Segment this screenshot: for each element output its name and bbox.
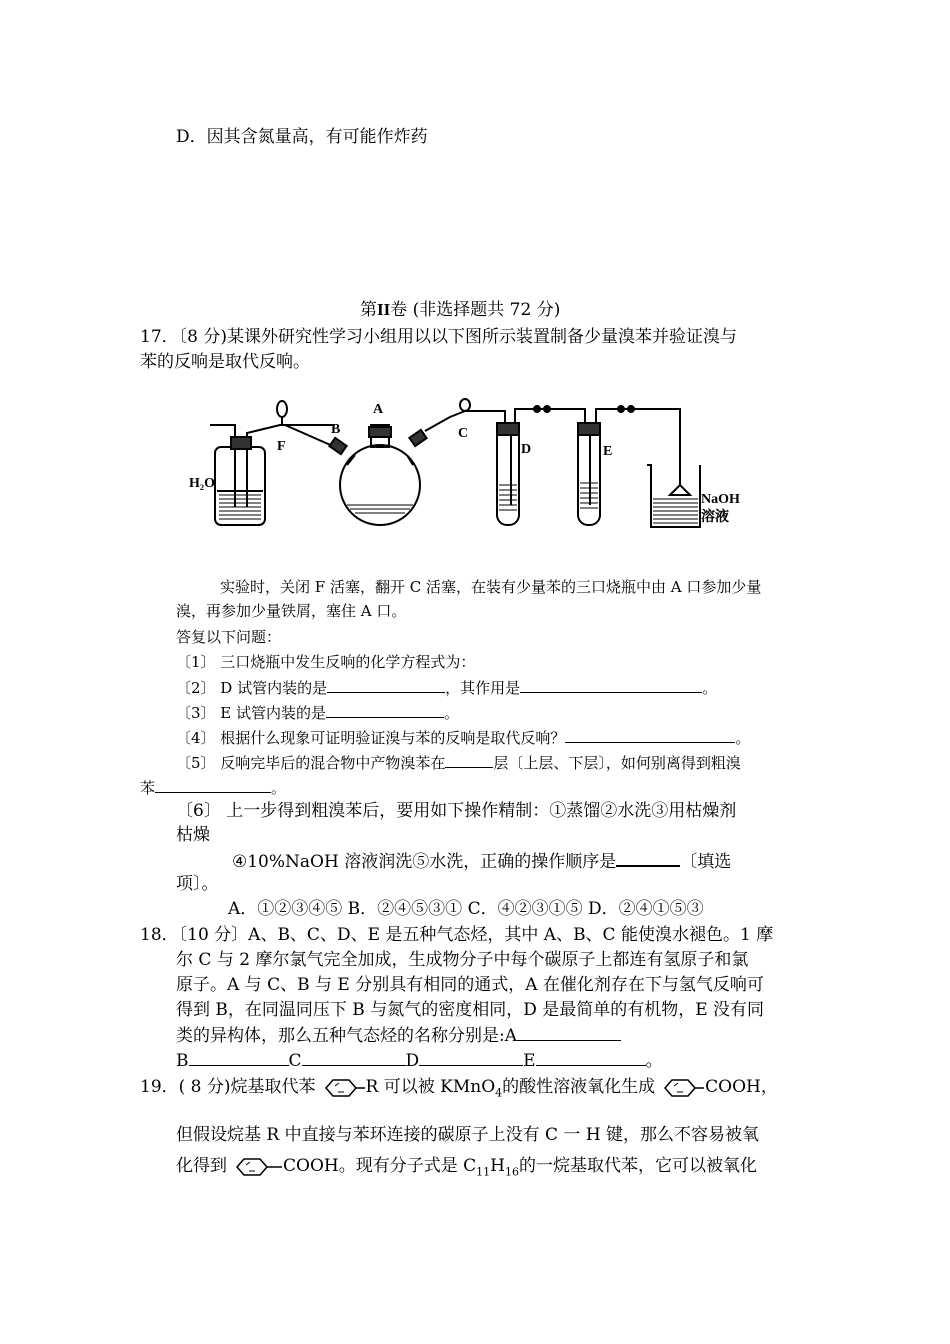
bottle-left: [215, 447, 265, 525]
stopper-b: [329, 438, 346, 454]
q17-sub6-line4: 项〕。: [176, 874, 219, 894]
q17-sub6-line2: 枯燥: [176, 825, 210, 845]
q17-line2: 苯的反响是取代反响。: [140, 352, 310, 372]
blank-c[interactable]: [302, 1049, 406, 1066]
blank-d-contents[interactable]: [327, 676, 445, 693]
apparatus-diagram: [185, 395, 740, 545]
option-d-text: D．因其含氮量高，有可能作炸药: [176, 127, 428, 147]
section-title-post: 卷 (非选择题共 72 分): [390, 300, 561, 320]
label-h2o: H₂O: [189, 476, 215, 491]
stopper-right: [409, 430, 426, 446]
q18-line2: 尔 C 与 2 摩尔氯气完全加成，生成物分子中每个碳原子上都连有氢原子和氯: [176, 950, 749, 970]
stopcock-f: [277, 401, 287, 417]
q19-line1: 19．( 8 分)烷基取代苯 R 可以被 KMnO$_4$的酸性溶液氧化生成 COOH，: [140, 1077, 778, 1100]
section-title-pre: 第: [360, 300, 377, 320]
stopcock-c: [460, 399, 470, 411]
benzene-ring-icon: [655, 1077, 705, 1099]
q17-sub5-cont: 苯 。: [140, 776, 286, 799]
section-title: [360, 299, 560, 321]
q17-sub6-line1: 〔6〕 上一步得到粗溴苯后，要用如下操作精制：①蒸馏②水洗③用枯燥剂: [176, 801, 737, 821]
q17-sub4: 〔4〕 根据什么现象可证明验证溴与苯的反响是取代反响？ 。: [176, 726, 750, 749]
blank-layer[interactable]: [445, 751, 493, 768]
blank-phenomenon[interactable]: [565, 726, 735, 743]
q18-line6: B C D E 。: [176, 1051, 663, 1071]
section-title-roman: II: [377, 300, 391, 319]
label-e: E: [603, 444, 613, 459]
label-solution: 溶液: [701, 510, 729, 525]
q17-choices: A．①②③④⑤ B．②④⑤③① C．④②③①⑤ D．②④①⑤③: [228, 899, 704, 919]
label-d: D: [521, 442, 532, 457]
q17-desc1: 实验时，关闭 F 活塞，翻开 C 活塞，在装有少量苯的三口烧瓶中由 A 口参加少量: [220, 578, 762, 596]
q18-line4: 得到 B，在同温同压下 B 与氮气的密度相同，D 是最简单的有机物，E 没有同: [176, 1000, 765, 1020]
blank-d[interactable]: [419, 1049, 523, 1066]
benzene-ring-icon: [316, 1077, 366, 1099]
blank-e[interactable]: [536, 1049, 646, 1066]
blank-order[interactable]: [616, 849, 680, 867]
q18-line3: 原子。A 与 C、B 与 E 分别具有相同的通式，A 在催化剂存在下与氢气反响可: [176, 975, 764, 995]
label-naoh: NaOH: [701, 492, 740, 507]
q17-line1: 17．〔8 分)某课外研究性学习小组用以以下图所示装置制备少量溴苯并验证溴与: [140, 327, 737, 347]
q17-sub1: 〔1〕 三口烧瓶中发生反响的化学方程式为：: [176, 653, 476, 671]
blank-a[interactable]: [517, 1024, 621, 1041]
stopper-a: [369, 427, 391, 437]
q17-sub2: 〔2〕 D 试管内装的是 ，其作用是 。: [176, 676, 717, 699]
blank-separation[interactable]: [155, 776, 271, 793]
q19-line3: 化得到 COOH。现有分子式是 $C_{11}H_{16}$的一烷基取代苯，它可以被氧化: [176, 1156, 757, 1179]
benzene-ring-icon: [227, 1156, 283, 1178]
label-b: B: [331, 422, 341, 437]
blank-e-contents[interactable]: [326, 701, 444, 718]
q17-sub6-line3: ④10%NaOH 溶液润洗⑤水洗，正确的操作顺序是 〔填选: [232, 849, 731, 873]
funnel: [670, 485, 690, 495]
label-c: C: [458, 426, 469, 441]
label-a: A: [373, 402, 384, 417]
q18-line1: 18．〔10 分〕A、B、C、D、E 是五种气态烃，其中 A、B、C 能使溴水褪色。1 摩: [140, 925, 774, 945]
bottle-left-stopper: [231, 437, 251, 449]
q17-sub3: 〔3〕 E 试管内装的是 。: [176, 701, 459, 724]
q18-line5: 类的异构体，那么五种气态烃的名称分别是:A: [176, 1024, 621, 1047]
label-f: F: [277, 439, 286, 454]
blank-d-purpose[interactable]: [520, 676, 702, 693]
q17-desc2: 溴，再参加少量铁屑，塞住 A 口。: [176, 602, 407, 620]
blank-b[interactable]: [189, 1049, 289, 1066]
q17-sub5: 〔5〕 反响完毕后的混合物中产物溴苯在 层〔上层、下层〕，如何别离得到粗溴: [176, 751, 741, 774]
q19-line2: 但假设烷基 R 中直接与苯环连接的碳原子上没有 C 一 H 键，那么不容易被氧: [176, 1125, 760, 1145]
q17-answer-prompt: 答复以下问题：: [176, 628, 282, 646]
